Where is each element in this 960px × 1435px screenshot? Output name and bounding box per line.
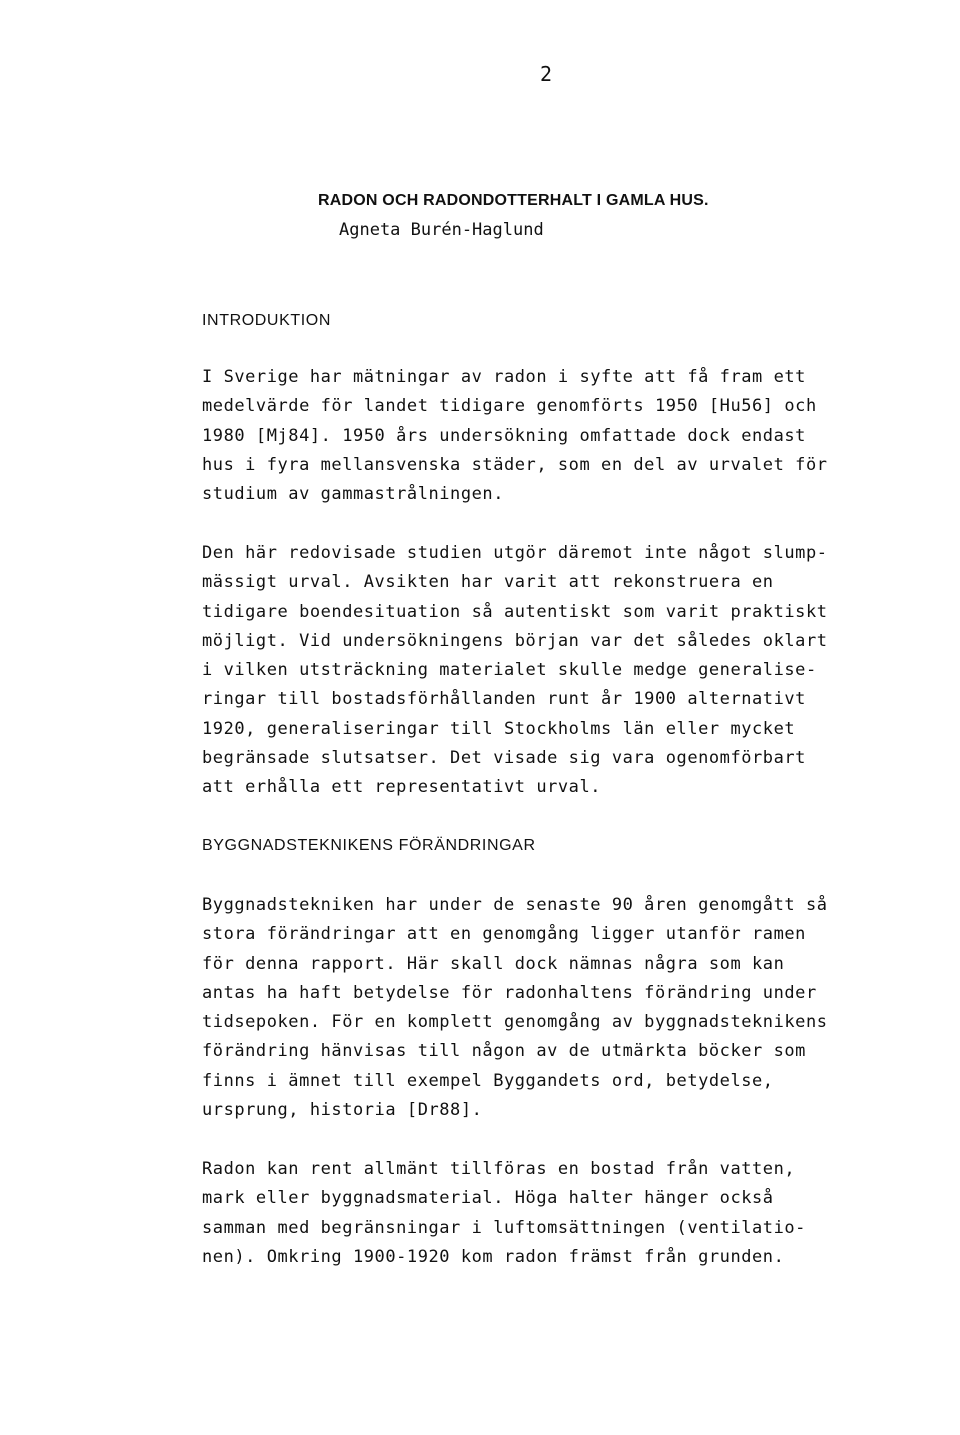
document-title: RADON OCH RADONDOTTERHALT I GAMLA HUS. — [318, 192, 709, 209]
text-line: hus i fyra mellansvenska städer, som en del av urvalet för — [202, 454, 828, 475]
text-line: för denna rapport. Här skall dock nämnas några som kan — [202, 953, 785, 974]
section-heading-byggnadsteknikens-forandringar: BYGGNADSTEKNIKENS FÖRÄNDRINGAR — [202, 837, 536, 854]
text-line: mässigt urval. Avsikten har varit att rekonstruera en — [202, 572, 774, 593]
text-line: I Sverige har mätningar av radon i syfte att få fram ett — [202, 367, 806, 387]
paragraph-intro-1 — [202, 363, 902, 509]
text-line: finns i ämnet till exempel Byggandets ord, betydelse, — [202, 1070, 774, 1091]
text-line: samman med begränsningar i luftomsättningen (ventilatio- — [202, 1217, 806, 1238]
text-line: nen). Omkring 1900-1920 kom radon främst från grunden. — [202, 1246, 785, 1267]
text-line: 1980 [Mj84]. 1950 års undersökning omfattade dock endast — [202, 425, 806, 446]
paragraph-bygg-2 — [202, 1155, 902, 1272]
text-line: Byggnadstekniken har under de senaste 90 åren genomgått så — [202, 895, 828, 915]
text-line: antas ha haft betydelse för radonhaltens förändring under — [202, 982, 817, 1003]
text-line: möjligt. Vid undersökningens början var det således oklart — [202, 630, 828, 651]
author-name: Agneta Burén-Haglund — [339, 220, 544, 240]
paragraph-intro-2 — [202, 539, 902, 803]
text-line: medelvärde för landet tidigare genomförts 1950 [Hu56] och — [202, 396, 817, 417]
text-line: att erhålla ett representativt urval. — [202, 777, 602, 798]
text-line: Den här redovisade studien utgör däremot inte något slump- — [202, 543, 828, 563]
text-line: ursprung, historia [Dr88]. — [202, 1100, 483, 1121]
text-line: studium av gammastrålningen. — [202, 484, 504, 505]
section-heading-introduktion: INTRODUKTION — [202, 312, 331, 329]
text-line: Radon kan rent allmänt tillföras en bostad från vatten, — [202, 1159, 796, 1179]
text-line: i vilken utsträckning materialet skulle medge generalise- — [202, 660, 817, 681]
text-line: tidigare boendesituation så autentiskt som varit praktiskt — [202, 601, 828, 622]
text-line: 1920, generaliseringar till Stockholms län eller mycket — [202, 718, 796, 739]
text-line: mark eller byggnadsmaterial. Höga halter hänger också — [202, 1188, 774, 1209]
paragraph-bygg-1 — [202, 891, 902, 1125]
page-number: 2 — [540, 62, 553, 86]
text-line: begränsade slutsatser. Det visade sig vara ogenomförbart — [202, 748, 806, 769]
text-line: tidsepoken. För en komplett genomgång av byggnadsteknikens — [202, 1012, 828, 1033]
text-line: ringar till bostadsförhållanden runt år 1900 alternativt — [202, 689, 806, 710]
text-line: stora förändringar att en genomgång ligger utanför ramen — [202, 924, 806, 945]
text-line: förändring hänvisas till någon av de utmärkta böcker som — [202, 1041, 806, 1062]
